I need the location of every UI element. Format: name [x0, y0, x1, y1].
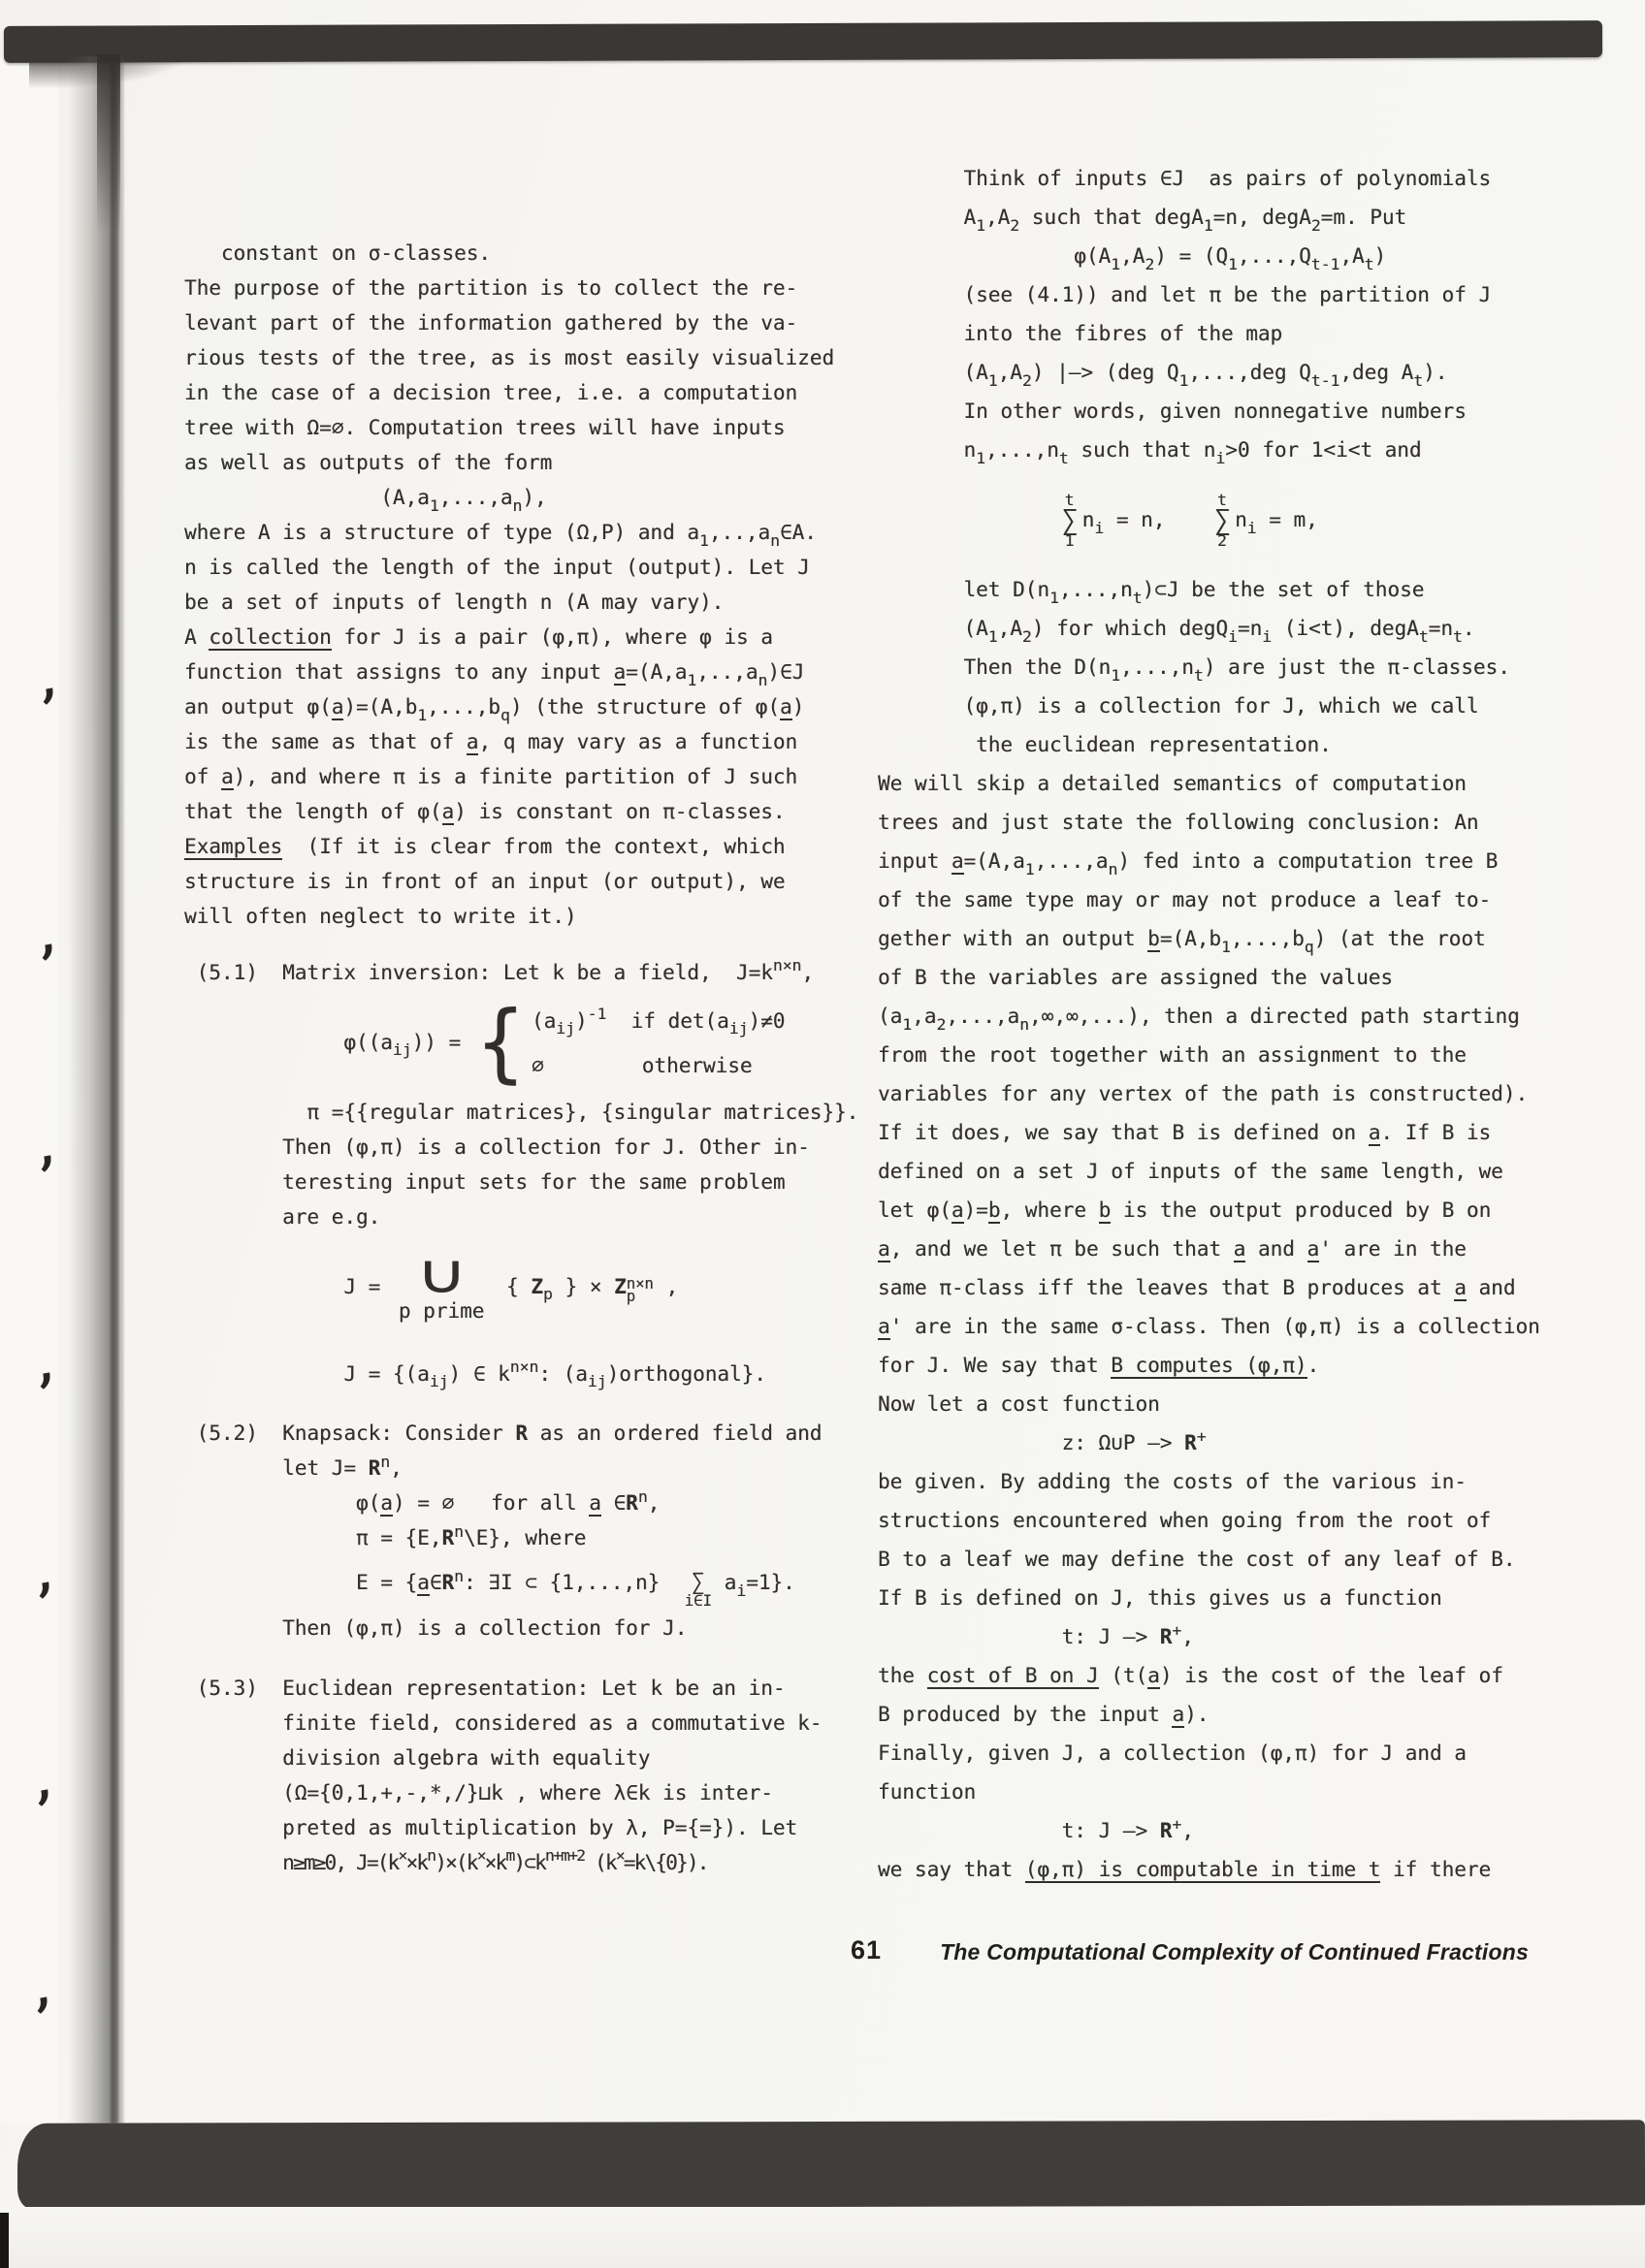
- binding-mark: ,: [30, 1333, 58, 1394]
- text-line: We will skip a detailed semantics of computation: [878, 772, 1467, 795]
- text-line: preted as multiplication by λ, P={=}). Let: [282, 1815, 798, 1839]
- text-line: Now let a cost function: [878, 1392, 1160, 1416]
- text-line: t: J —> R+,: [1061, 1814, 1194, 1842]
- text-line: t ∑ 1 $n_i = n$, t ∑ 2 $n_i = m$,: [1061, 490, 1318, 551]
- text-line: structure is in front of an input (or output), we: [184, 870, 786, 893]
- text-line: In other words, given nonnegative numbers: [963, 399, 1467, 423]
- text-line: $\pi = \{E,R^n\backslash E\}$, where: [355, 1521, 587, 1549]
- binding-mark: ,: [31, 1116, 59, 1177]
- text-line: tree with Ω=∅. Computation trees will have inputs: [184, 416, 786, 439]
- brace-glyph: {: [474, 992, 526, 1093]
- text-line: a' are in the same σ-class. Then (φ,π) is a collection: [878, 1315, 1540, 1338]
- binding-mark: ,: [29, 1543, 57, 1604]
- text-line: A collection for J is a pair (φ,π), where φ is a: [184, 625, 773, 649]
- text-line: let $J= R^n$,: [282, 1452, 403, 1480]
- text-line: (φ,π) is a collection for J, which we call: [963, 694, 1479, 718]
- text-line: $n_1,...,n_t$ such that $n_i>0$ for 1<i<t and: [963, 438, 1422, 467]
- binding-mark: ,: [33, 649, 61, 710]
- text-line: where A is a structure of type (Ω,P) and $a_1,..,a_n\in A$.: [184, 521, 817, 550]
- text-line: n is called the length of the input (output). Let J: [184, 556, 810, 579]
- page-edge-line: [0, 2213, 9, 2268]
- text-line: Then the $D(n_1,...,n_t)$ are just the π-classes.: [963, 655, 1510, 685]
- text-line: Examples (If it is clear from the context, which: [184, 835, 786, 858]
- text-line: an output $\varphi(a)=(A,b_1,...,b_q)$ (the structure of φ(a): [184, 695, 805, 724]
- scan-top-bar: [4, 20, 1602, 63]
- text-line: Then (φ,π) is a collection for J. Other in-: [282, 1134, 810, 1159]
- text-line: (see (4.1)) and let π be the partition of J: [963, 283, 1492, 306]
- text-line: the cost of B on J (t(a) is the cost of the leaf of: [878, 1664, 1503, 1687]
- spacer: [184, 1391, 863, 1416]
- text-line: (5.2) Knapsack: Consider R as an ordered field and: [196, 1421, 822, 1445]
- text-line: be given. By adding the costs of the various in-: [878, 1470, 1467, 1493]
- scan-below-strip: [0, 2207, 1645, 2268]
- text-line: (5.3) Euclidean representation: Let k be an in-: [196, 1676, 786, 1700]
- binding-mark: ,: [32, 905, 60, 966]
- text-line: z: Ω∪P —> R+: [1061, 1426, 1207, 1454]
- text-line: B to a leaf we may define the cost of any leaf of B.: [878, 1548, 1516, 1571]
- text-line: constant on σ-classes.: [220, 241, 492, 265]
- text-line: trees and just state the following conclusion: An: [878, 811, 1479, 834]
- left-column: [184, 236, 863, 1880]
- text-line: defined on a set J of inputs of the same length, we: [878, 1160, 1503, 1183]
- big-union-icon: ∪ p prime: [398, 1243, 485, 1323]
- text-line: variables for any vertex of the path is constructed).: [878, 1082, 1529, 1105]
- text-line: (5.1) Matrix inversion: Let k be a field, $J=k^{n\times n}$,: [196, 956, 815, 984]
- text-line: gether with an output $b=(A,b_1,...,b_q)$ (at the root: [878, 927, 1486, 956]
- text-line: π ={{regular matrices}, {singular matrices}}.: [306, 1100, 859, 1124]
- text-line: are e.g.: [282, 1204, 381, 1229]
- text-line: is the same as that of a, q may vary as a function: [184, 730, 798, 753]
- text-line: If it does, we say that B is defined on a. If B is: [878, 1121, 1492, 1144]
- text-line: in the case of a decision tree, i.e. a computation: [184, 381, 798, 404]
- binding-mark: ,: [27, 1958, 55, 2019]
- text-line: function: [878, 1780, 977, 1804]
- text-line: $(A_1,A_2)$ |—> (deg $Q_1,...,deg$ $Q_{t-1},deg$ $A_t$).: [963, 361, 1448, 390]
- text-line: The purpose of the partition is to collect the re-: [184, 276, 798, 300]
- text-line: $A_1,A_2$ such that degA$_1$=n, degA$_2$=m. Put: [963, 206, 1407, 235]
- spacer: [184, 1339, 863, 1357]
- binding-strip-core: [111, 56, 118, 2124]
- text-line: $J = \{(a_{ij})$ ∈ $k^{n\times n}$: $(a_{ij})orthogonal$}.: [343, 1358, 766, 1391]
- text-line: from the root together with an assignment to the: [878, 1043, 1467, 1067]
- scan-bottom-bar: [17, 2120, 1645, 2209]
- binding-shadow-tail: [97, 54, 120, 234]
- text-line: finite field, considered as a commutative k-: [282, 1710, 822, 1735]
- text-line: (Ω={0,1,+,-,*,/}⊔k , where λ∈k is inter-: [282, 1780, 773, 1805]
- page-number: 61: [851, 1935, 883, 1965]
- text-line: teresting input sets for the same problem: [282, 1169, 786, 1194]
- union-formula: J = ∪ p prime { $Z_p$ } × Z n×n p ,: [343, 1243, 679, 1323]
- text-line: φ(a) = ∅ for all a $\in R^n$,: [355, 1486, 661, 1515]
- cases-formula: $\varphi((a_{ij}))$ = { $(a_{ij})^{-1}$ if $\det(a_{ij})\ne 0$ ∅ otherwise: [343, 992, 786, 1093]
- text-line: a, and we let π be such that a and a' are in the: [878, 1237, 1467, 1261]
- text-line: of the same type may or may not produce a leaf to-: [878, 888, 1492, 911]
- text-line: n≥m≥0, $J=(k^\times\times k^n)\times(k^\times\times k^m)\subset k^{n+m+2}$ (k×=k\{0}).: [282, 1846, 708, 1874]
- text-line: we say that (φ,π) is computable in time t if there: [878, 1858, 1492, 1881]
- text-line: input $a=(A,a_1,...,a_n)$ fed into a computation tree B: [878, 849, 1499, 878]
- text-line: division algebra with equality: [282, 1745, 651, 1770]
- text-line: of B the variables are assigned the values: [878, 966, 1394, 989]
- text-line: levant part of the information gathered by the va-: [184, 311, 798, 335]
- binding-mark: ,: [28, 1750, 56, 1811]
- text-line: t: J —> R+,: [1061, 1620, 1194, 1648]
- text-line: be a set of inputs of length n (A may vary).: [184, 591, 725, 614]
- text-line: the euclidean representation.: [976, 733, 1332, 756]
- text-line: Think of inputs ∈J as pairs of polynomials: [963, 167, 1492, 190]
- text-line: rious tests of the tree, as is most easily visualized: [184, 346, 835, 369]
- text-line: that the length of φ(a) is constant on π-classes.: [184, 800, 786, 823]
- right-column: [878, 159, 1566, 1889]
- text-line: structions encountered when going from the root of: [878, 1509, 1492, 1532]
- text-line: Finally, given J, a collection (φ,π) for J and a: [878, 1741, 1467, 1765]
- text-line: let φ(a)=b, where b is the output produced by B on: [878, 1198, 1492, 1222]
- text-line: same π-class iff the leaves that B produces at a and: [878, 1276, 1516, 1299]
- running-title: The Computational Complexity of Continued Fractions: [940, 1939, 1529, 1965]
- text-line: as well as outputs of the form: [184, 451, 553, 474]
- text-line: let $D(n_1,...,n_t)\subset J$ be the set of those: [963, 578, 1425, 607]
- page-left-margin: [0, 58, 61, 2124]
- text-line: of a), and where π is a finite partition of J such: [184, 765, 798, 788]
- text-line: function that assigns to any input $a=(A,a_1,..,a_n)\in J$: [184, 660, 805, 689]
- text-line: If B is defined on J, this gives us a function: [878, 1586, 1442, 1610]
- text-line: for J. We say that B computes (φ,π).: [878, 1354, 1320, 1377]
- spacer: [184, 934, 863, 955]
- text-line: Then (φ,π) is a collection for J.: [282, 1616, 688, 1641]
- text-line: $(a_1,a_2,...,a_n,\infty,\infty,...)$, then a directed path starting: [878, 1005, 1520, 1034]
- text-line: will often neglect to write it.): [184, 905, 577, 928]
- text-line: $(A,a_1,...,a_n)$,: [380, 486, 547, 515]
- text-line: $(A_1,A_2)$ for which $degQ_i=n_i$ (i<t), $degA_t=n_t$.: [963, 617, 1475, 646]
- text-line: $E = \{a\in R^n$: ∃I ⊂ {1,...,n} ∑ i∈I $a_i=1$}.: [355, 1566, 795, 1610]
- spacer: [184, 1645, 863, 1670]
- text-line: B produced by the input a).: [878, 1703, 1210, 1726]
- text-line: into the fibres of the map: [963, 322, 1283, 345]
- text-line: $\varphi(A_1,A_2) = (Q_1,...,Q_{t-1},A_t)$: [1074, 244, 1387, 273]
